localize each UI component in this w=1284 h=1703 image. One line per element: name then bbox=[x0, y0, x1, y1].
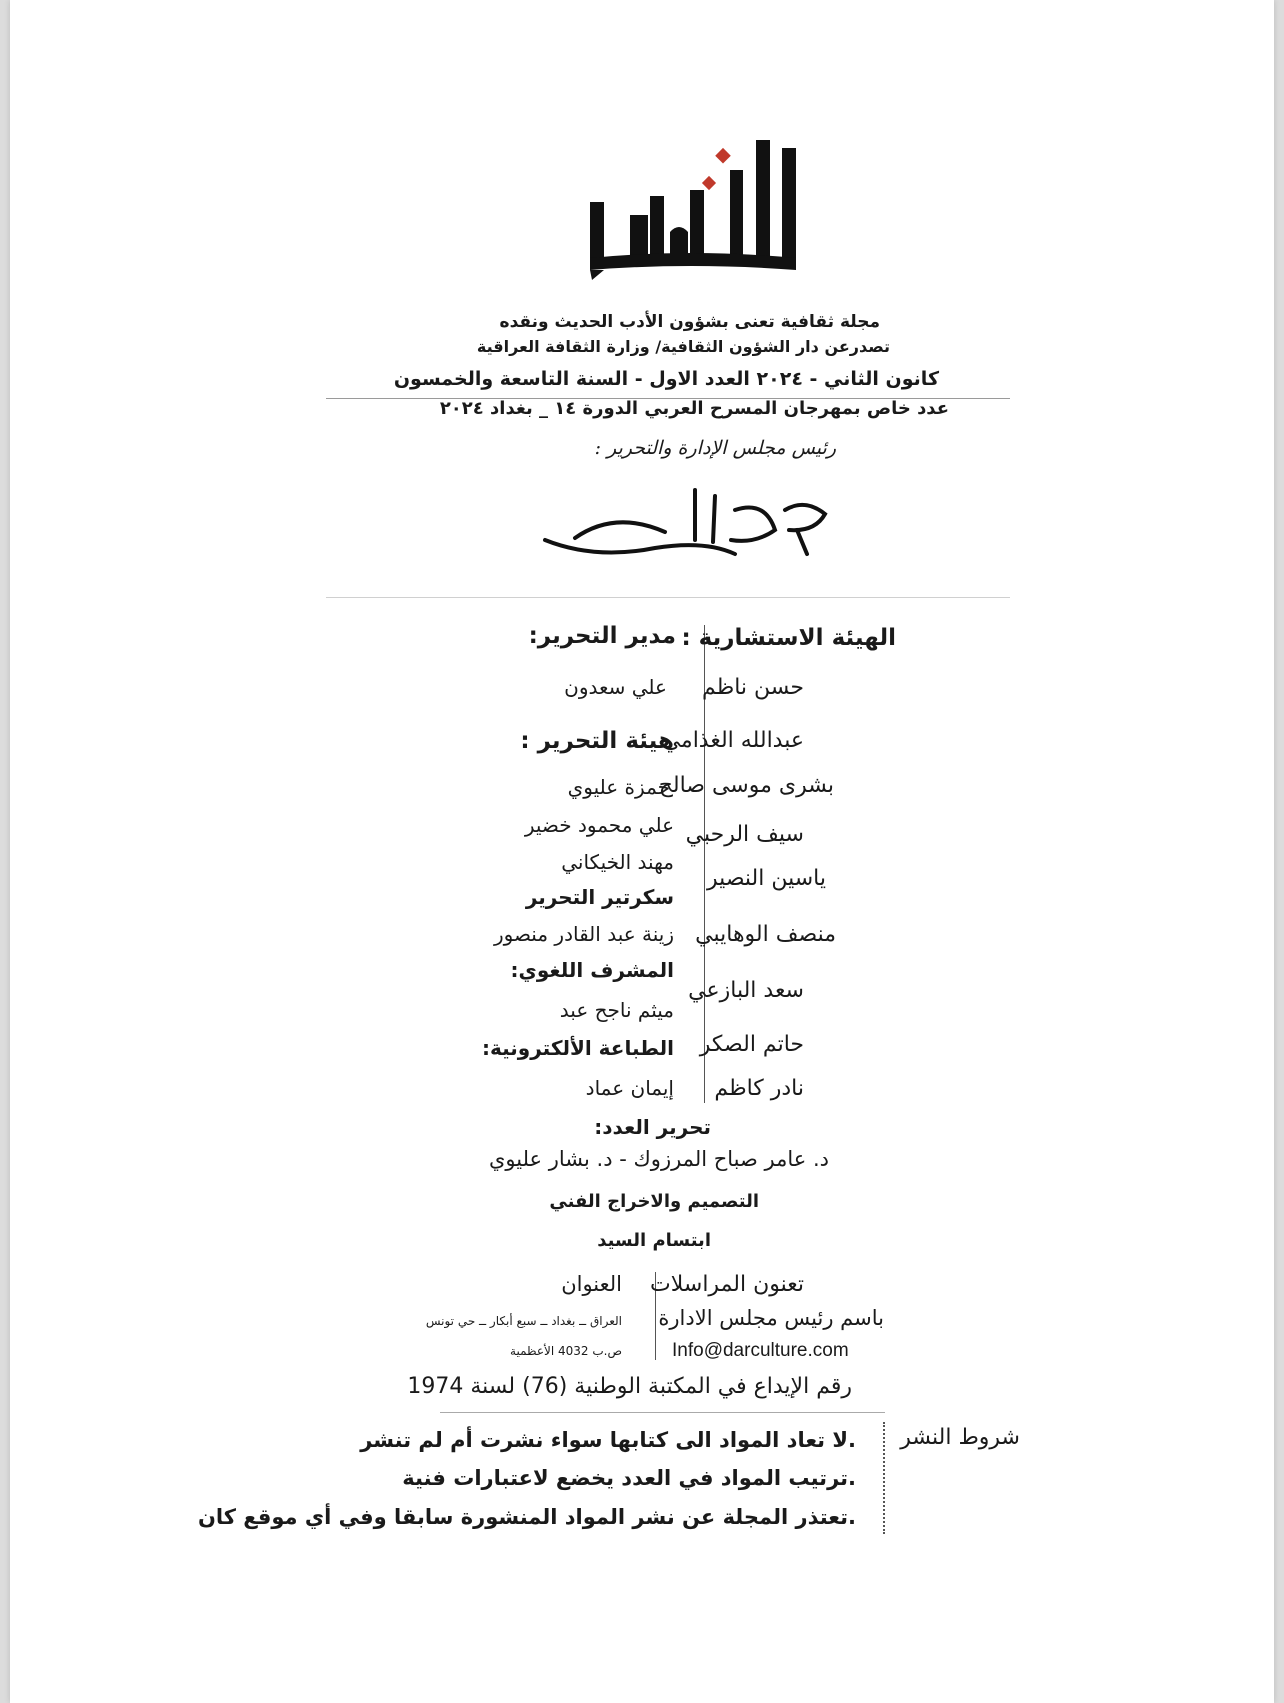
advisory-member: بشرى موسى صالح bbox=[658, 773, 834, 798]
linguistic-supervisor-label: المشرف اللغوي: bbox=[510, 958, 674, 982]
correspondence-label: تعنون المراسلات bbox=[650, 1272, 804, 1297]
advisory-member: حسن ناظم bbox=[702, 675, 804, 700]
advisory-member: منصف الوهايبي bbox=[695, 922, 836, 947]
publishing-term: .لا تعاد المواد الى كتابها سواء نشرت أم لم تنشر bbox=[360, 1428, 856, 1452]
chief-editor-signature bbox=[535, 470, 845, 580]
secretary-label: سكرتير التحرير bbox=[525, 885, 674, 909]
magazine-masthead-page bbox=[10, 0, 1274, 1703]
managing-editor-name: علي سعدون bbox=[564, 675, 667, 699]
publishing-terms-label: شروط النشر bbox=[900, 1425, 1020, 1450]
divider bbox=[326, 597, 1010, 598]
design-label: التصميم والاخراج الفني bbox=[549, 1191, 759, 1212]
advisory-board-heading: الهيئة الاستشارية : bbox=[681, 625, 896, 651]
magazine-logo bbox=[570, 130, 830, 310]
designer-name: ابتسام السيد bbox=[597, 1230, 711, 1251]
contact-email[interactable]: Info@darculture.com bbox=[672, 1340, 849, 1361]
advisory-member: نادر كاظم bbox=[714, 1076, 804, 1101]
divider bbox=[440, 1412, 885, 1413]
editorial-board-member: مهند الخيكاني bbox=[561, 850, 674, 874]
special-issue-line: عدد خاص بمهرجان المسرح العربي الدورة ١٤ _ بغداد ٢٠٢٤ bbox=[439, 398, 949, 419]
managing-editor-label: مدير التحرير: bbox=[528, 623, 676, 649]
publisher-line: تصدرعن دار الشؤون الثقافية/ وزارة الثقافة العراقية bbox=[476, 337, 890, 356]
issue-editing-names: د. عامر صباح المرزوك - د. بشار عليوي bbox=[488, 1147, 829, 1171]
secretary-name: زينة عبد القادر منصور bbox=[493, 922, 674, 946]
national-library-deposit: رقم الإيداع في المكتبة الوطنية (76) لسنة 1974 bbox=[407, 1374, 852, 1399]
address-label: العنوان bbox=[561, 1272, 622, 1296]
publishing-term: .ترتيب المواد في العدد يخضع لاعتبارات فنية bbox=[402, 1466, 856, 1490]
issue-editing-label: تحرير العدد: bbox=[594, 1115, 711, 1139]
address-line: العراق ــ بغداد ــ سبع أبكار ــ حي تونس bbox=[425, 1314, 622, 1328]
issue-line: كانون الثاني - ٢٠٢٤ العدد الاول - السنة التاسعة والخمسون bbox=[393, 368, 939, 390]
advisory-member: ياسين النصير bbox=[707, 866, 826, 891]
editorial-board-heading: هيئة التحرير : bbox=[520, 728, 674, 754]
typing-name: إيمان عماد bbox=[585, 1076, 674, 1100]
advisory-member: عبدالله الغذامي bbox=[662, 728, 804, 753]
po-box-line: ص.ب 4032 الأعظمية bbox=[510, 1344, 622, 1358]
publishing-term: .تعتذر المجلة عن نشر المواد المنشورة سابقا وفي أي موقع كان bbox=[197, 1505, 856, 1529]
dotted-divider bbox=[883, 1422, 885, 1534]
editorial-board-member: علي محمود خضير bbox=[524, 813, 674, 837]
linguistic-supervisor-name: ميثم ناجح عبد bbox=[559, 998, 674, 1022]
editorial-board-member: حمزة عليوي bbox=[567, 775, 670, 799]
chief-editor-label: رئيس مجلس الإدارة والتحرير : bbox=[594, 437, 836, 459]
advisory-member: حاتم الصكر bbox=[699, 1032, 804, 1057]
typing-label: الطباعة الألكترونية: bbox=[481, 1036, 674, 1060]
correspondence-recipient: باسم رئيس مجلس الادارة bbox=[658, 1306, 884, 1330]
tagline: مجلة ثقافية تعنى بشؤون الأدب الحديث ونقده bbox=[499, 312, 880, 332]
advisory-member: سيف الرحبي bbox=[685, 822, 804, 847]
advisory-member: سعد البازعي bbox=[688, 978, 804, 1003]
